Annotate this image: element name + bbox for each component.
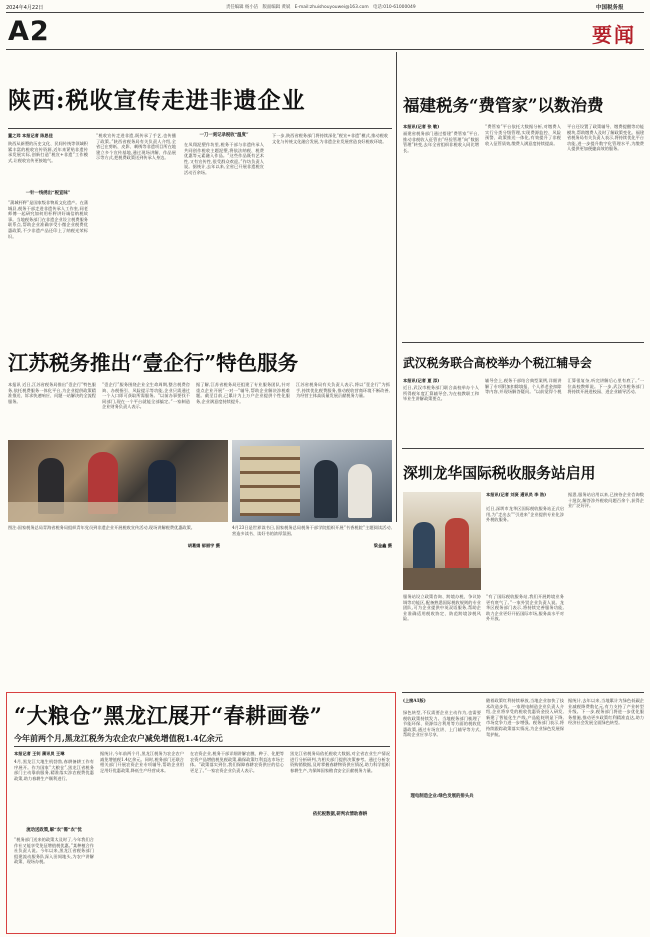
photo2-credit: 梁金鑫 摄 bbox=[373, 543, 392, 548]
art5-rule bbox=[402, 692, 644, 693]
art6-title: “大粮仓”黑龙江展开“春耕画卷” bbox=[14, 703, 323, 728]
art7-subhead: 理电制造企业:绿色发展的排头兵 bbox=[410, 794, 474, 799]
art1-col2: “税收宣传走进非遗,既传承了手艺,也传播了政策。”陕西省税务局有关负责人介绍,全省已在剪纸、皮影、刺绣等非遗项目所在地建立多个宣传基地,通过现场讲解、作品展示等方式,把税费政策送到传承人身边。 bbox=[96, 133, 176, 161]
photo1-caption: 图注:国家税务总局青海省税务局组织青年党员到非遗企业开展税收宣传活动,现场讲解税费优惠政策。 bbox=[8, 525, 195, 530]
photo-reading-event bbox=[232, 440, 392, 522]
page-number: A2 bbox=[8, 16, 50, 47]
art1-col3: 在凤翔泥塑作坊里,税务干部与非遗传承人共同创作税收主题泥塑,将依法纳税、税费优惠等元素融入作品。“这些作品既有艺术性,又有宣传性,很受群众欢迎。”作坊负责人说。据统计,去年以来,全省已开展非遗税宣活动百余场。 bbox=[184, 142, 264, 175]
art5-extra: 据悉,服务站启用以来,已接待企业咨询数十批次,解答涉外税收问题百余个,获得企业广泛好评。 bbox=[568, 492, 644, 509]
header-rule bbox=[6, 12, 644, 13]
art7-col2: 随着政策红利持续释放,当地企业加快了技术改造步伐。一家理电制造企业负责人介绍,企业将享受的税收优惠资金投入研发,新建了智能化生产线,产品能耗明显下降,市场竞争力进一步增强。税务部门表示,将持续跟踪政策落实情况,为企业绿色发展保驾护航。 bbox=[486, 698, 564, 737]
art1-rule bbox=[8, 128, 392, 129]
art4-title: 江苏税务推出“壹企行”特色服务 bbox=[8, 351, 299, 375]
photo-bookshelf bbox=[240, 446, 300, 516]
art4-col2: 据了解,江苏省税务局还组建了专业服务团队,针对重点企业开展“一对一”辅导,帮助企业解决涉税难题。截至目前,已累计为上万户企业提供个性化服务,企业满意度持续提升。 bbox=[196, 382, 290, 404]
art3-rule bbox=[402, 448, 644, 449]
photo2-caption: 4月23日是世界读书日,国家税务总局税务干部学院组织开展“书香税院”主题阅读活动,营造多读书、读好书的浓厚氛围。 bbox=[232, 525, 392, 536]
art3-lead: 近日,武汉市税务部门联合高校举办个人所得税年度汇算辅导会,为在校教职工和毕业生讲解政策要点。 bbox=[403, 385, 479, 402]
art5-byline: 本报讯(记者 刘贤 通讯员 李 浩) bbox=[486, 492, 547, 497]
art1-subhead-2: 一刀一刻记录税收“温度” bbox=[199, 133, 249, 138]
art3-title: 武汉税务联合高校举办个税江辅导会 bbox=[403, 356, 592, 370]
art6-byline: 本报记者 王钊 蒲讯员 王琳 bbox=[14, 751, 65, 756]
art4-lead: 本报讯 近日,江苏省税务局推出“壹企行”特色服务,依托税费服务一体化平台,为企业提供政策精准推送、诉求快速响应、问题一站解决的全流程服务。 bbox=[8, 382, 96, 404]
art6-col3: 在农资企业,税务干部详细讲解农膜、种子、化肥等农资产品增值税免税政策,确保政策红利直达市场主体。“政策落实到位,我们保障春耕农资供应的信心更足了。”一家农资企业负责人表示。 bbox=[190, 751, 284, 773]
art6-subhead-1: 流动送政策,解“农”需“农”忧 bbox=[26, 828, 82, 833]
art7-col3: 据统计,去年以来,当地累计为绿色低碳企业减税降费数亿元,有力支持了产业转型升级。下一步,税务部门将进一步优化服务措施,推动更多政策红利精准直达,助力经济社会发展全面绿色转型。 bbox=[568, 698, 644, 726]
art2-byline: 本报讯(记者 张 敏) bbox=[403, 124, 440, 129]
art2-title: 福建税务“费管家”以数治费 bbox=[403, 96, 604, 115]
photo-service-station bbox=[403, 492, 481, 590]
art5-lead: 近日,深圳市龙华区国际税收服务站正式启用,为“走出去”“引进来”企业提供专业化涉外税收服务。 bbox=[486, 506, 564, 523]
art5-col2: “有了国际税收服务站,我们开展跨境业务更有底气了。”一家外贸企业负责人说。龙华区税务部门表示,将持续完善服务功能,助力企业更好开拓国际市场,服务高水平对外开放。 bbox=[486, 594, 564, 622]
column-divider bbox=[396, 52, 397, 522]
art1-subhead-1: 一针一线绣出“税宣味” bbox=[25, 191, 71, 196]
photo-table bbox=[8, 502, 228, 522]
art2-rule bbox=[402, 342, 644, 343]
issue-date: 2024年4月22日 bbox=[6, 5, 44, 11]
section-name: 要闻 bbox=[592, 23, 636, 47]
art1-col1: “蒲城杆秤”是国家级非物质文化遗产。在蒲城县,税务干部走进非遗传承人工作室,同老师傅一起研究如何用杆秤讲好诚信纳税故事。当地税务部门在非遗企业设立税费服务联系点,帮助企业准确享受小微企业税费优惠政策,不少非遗产品还印上了纳税光荣标识。 bbox=[8, 200, 88, 239]
art6-rule bbox=[14, 746, 390, 747]
art6-subtitle: 今年前两个月,黑龙江税务为农企农户减免增值税1.4亿余元 bbox=[14, 733, 223, 743]
photo-counter bbox=[403, 568, 481, 590]
paper-name: 中国税务报 bbox=[596, 5, 624, 11]
art4-col1: “壹企行”服务围绕企业全生命周期,整合税费咨询、办税指引、风险提示等功能,企业只需通过一个入口即可获取所需服务。“以前办事要找不同部门,现在一个平台就能全部搞定。”一家制造企业财务负责人表示。 bbox=[102, 382, 190, 410]
photo-reader-2 bbox=[348, 464, 372, 518]
art7-section: (上接A1版) bbox=[403, 698, 426, 703]
photo-reader-1 bbox=[314, 460, 338, 518]
art7-body: 绿色转型,不仅需要企业主动作为,也需要税收政策持续发力。当地税务部门梳理了节能环保、资源综合利用等方面的税收优惠政策,通过专场宣讲、上门辅导等方式,帮助企业应享尽享。 bbox=[403, 710, 481, 738]
art6-col4: 黑龙江省税务局依托税收大数据,对全省农业生产情况进行分析研判,为相关部门提供决策参考。通过分析农资购销数据,及时掌握春耕物资供应情况,助力科学组织春耕生产,为保障国家粮食安全贡献税务力量。 bbox=[290, 751, 390, 773]
art1-col4: 下一步,陕西省税务部门将持续深化“税宣+非遗”模式,推动税收文化与传统文化融合发展,为非遗企业发展营造良好税收环境。 bbox=[272, 133, 388, 144]
art2-lead: 福建省税务部门通过搭建“费管家”平台,推动非税收入征管由“经验管理”向“数据管理”转变,去年全省组织非税收入同比增长。 bbox=[403, 131, 479, 153]
art2-col2: 平台还设置了政策辅导、缴费提醒等功能模块,帮助缴费人及时了解政策变化。福建省税务局有关负责人表示,将持续优化平台功能,进一步提升数字化管理水平,为缴费人提供更加便捷高效的服务。 bbox=[567, 124, 644, 152]
art6-subhead-2: 依托税数据,研判农情助春耕 bbox=[312, 812, 368, 817]
art6-col1: “税务部门送来的政策太及时了,今年我们合作社又能享受免征增值税优惠。”某种植合作社负责人说。今年以来,黑龙江省税务部门组建流动服务队深入田间地头,为农户讲解政策、现场办税。 bbox=[14, 837, 94, 865]
art3-body: 辅导会上,税务干部结合典型案例,详细讲解了专项附加扣除填报、个人养老金扣除等内容,并现场解答疑问。“以前觉得个税汇算很复杂,听完讲解后心里有底了。”一位高校教师说。下一步,武汉市税务部门将持续开展进校园、进企业辅导活动。 bbox=[485, 378, 644, 395]
art2-col1: “费管家”平台依托大数据分析,对缴费人实行分类分级管理,实现费源监控、风险预警、政策推送一体化,有效提升了非税收入征管质效,缴费人满意度持续提高。 bbox=[485, 124, 561, 146]
art3-byline: 本报讯(记者 夏 添) bbox=[403, 378, 440, 383]
art1-byline: 董之玮 本报记者 陈思佳 bbox=[8, 133, 53, 138]
header-thin-rule bbox=[6, 49, 644, 50]
art1-title: 陕西:税收宣传走进非遗企业 bbox=[8, 87, 306, 114]
art1-lead: 陕西从新塑的历史文化、民间传统等领域积累丰富的税收宣传资源,近年来紧贴非遗传承发展实际,创新打造“税宣+非遗”工作模式,让税收宣传更接地气。 bbox=[8, 141, 88, 163]
art6-col2: 据统计,今年前两个月,黑龙江税务为农企农户减免增值税1.4亿余元。同时,税务部门还联合相关部门开展农资企业专项辅导,帮助企业用足用好优惠政策,降低生产经营成本。 bbox=[100, 751, 184, 773]
art5-col1: 服务站设立政策咨询、跨境办税、争议协调等功能区,配备熟悉国际税收规则的专业团队,可为企业提供中英双语服务,帮助企业准确适用税收协定、防范跨境涉税风险。 bbox=[403, 594, 481, 622]
photo-tax-promotion bbox=[8, 440, 228, 522]
photo1-credit: 胡葛娟 郁丽宇 摄 bbox=[187, 543, 220, 548]
art6-lead: 4月,黑龙江大地生机勃勃,春耕备耕工作有序展开。作为国家“大粮仓”,黑龙江省税务部门主动靠前服务,精准落实涉农税费优惠政策,助力春耕生产顺利进行。 bbox=[14, 759, 94, 781]
editor-line: 责任编辑 杨小洁 版面编辑 黄斌 E-mail:zhuishouyouwei@163.com 电话:010-61000049 bbox=[226, 5, 416, 10]
art4-col3: 江苏省税务局有关负责人表示,将以“壹企行”为抓手,持续优化税费服务,推动税收营商环境不断改善,为经营主体高质量发展贡献税务力量。 bbox=[296, 382, 390, 399]
art5-title: 深圳龙华国际税收服务站启用 bbox=[403, 465, 596, 482]
